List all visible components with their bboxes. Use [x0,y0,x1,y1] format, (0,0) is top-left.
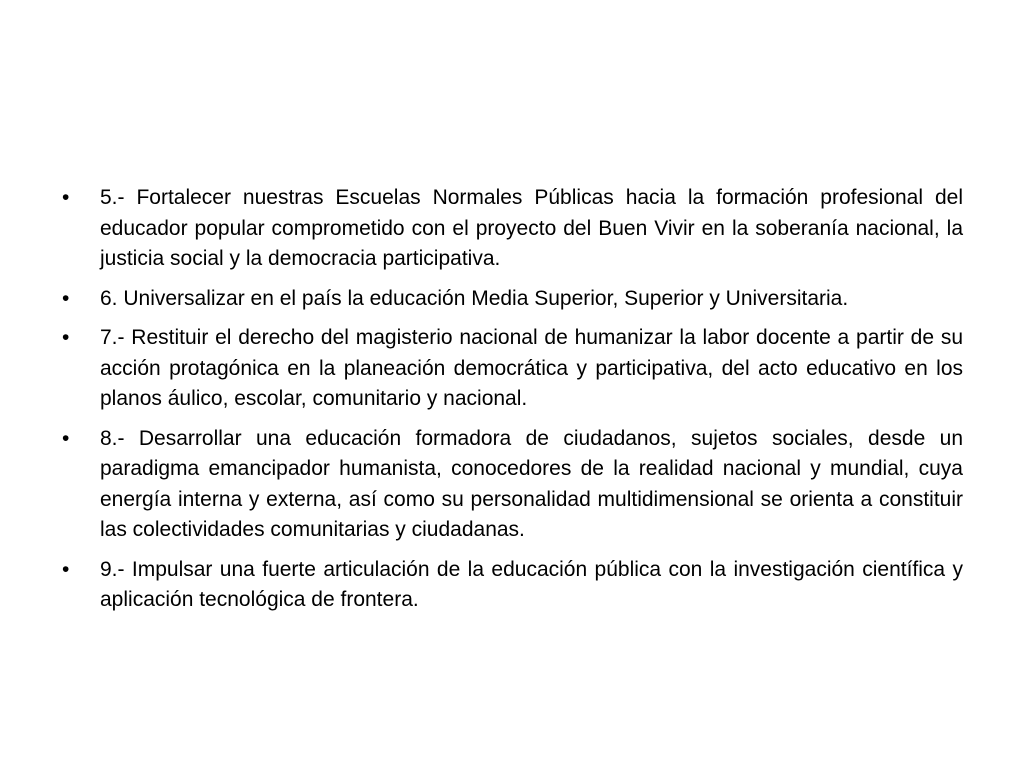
bullet-list [58,183,963,625]
bullet-icon: • [62,557,70,581]
list-item [58,183,963,275]
list-item [58,323,963,415]
list-item [58,424,963,546]
list-item-text: 7.- Restituir el derecho del magisterio nacional de humanizar la labor docente a partir de su acción protagónica en la planeación democrática y participativa, del acto educativo en los planos áulico, escolar, comunitario y nacional. [100,326,963,410]
list-item [58,284,963,315]
list-item-text: 5.- Fortalecer nuestras Escuelas Normales Públicas hacia la formación profesional del educador popular comprometido con el proyecto del Buen Vivir en la soberanía nacional, la justicia social y la democracia participativa. [100,186,963,270]
list-item [58,555,963,616]
bullet-icon: • [62,286,70,310]
bullet-icon: • [62,426,70,450]
list-item-text: 8.- Desarrollar una educación formadora de ciudadanos, sujetos sociales, desde un paradigma emancipador humanista, conocedores de la realidad nacional y mundial, cuya energía interna y externa, así como su personalidad multidimensional se orienta a constituir las colectividades comunitarias y ciudadanas. [100,426,963,541]
list-item-text: 6. Universalizar en el país la educación Media Superior, Superior y Universitaria. [100,286,849,310]
list-item-text: 9.- Impulsar una fuerte articulación de la educación pública con la investigación científica y aplicación tecnológica de frontera. [100,557,963,611]
bullet-icon: • [62,186,70,209]
bullet-icon: • [62,326,70,349]
